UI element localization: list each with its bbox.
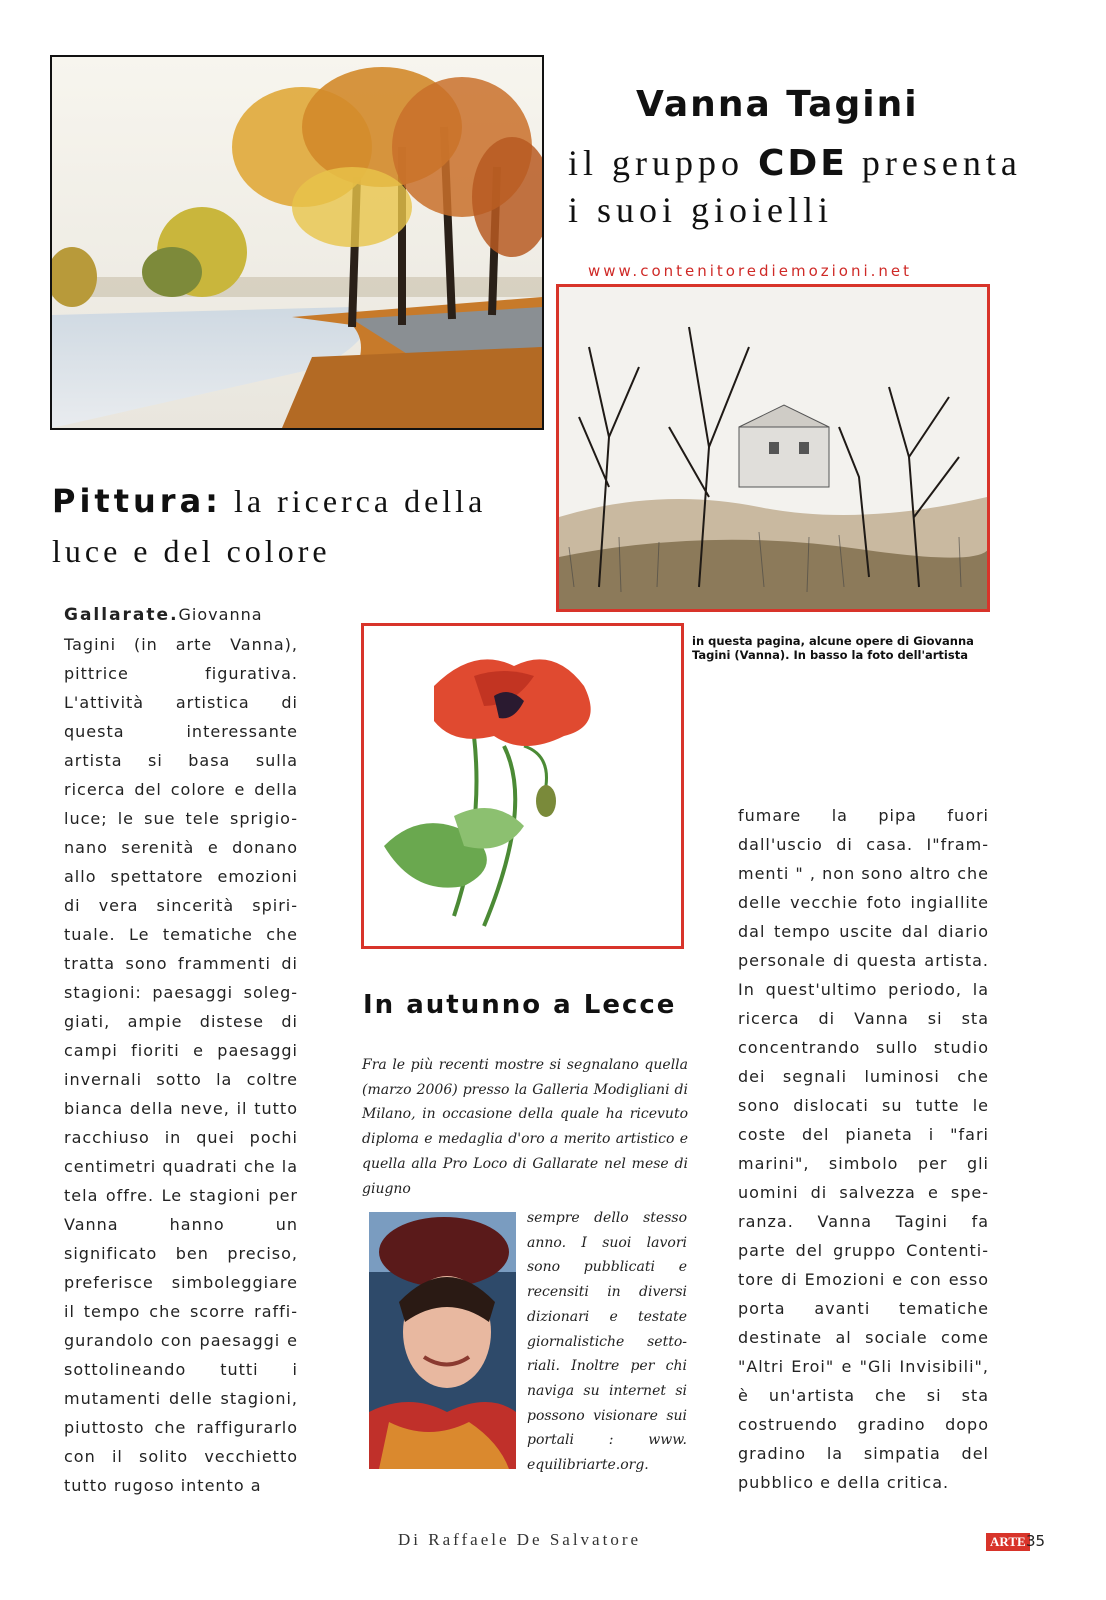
middle-paragraph-side: sempre dello stesso anno. I suoi lavori sono pubblicati e recensiti in diversi dizionari e testate giornalistiche setto-riali. Inoltre per chi naviga su internet si possono visionare sui portali : www. equilibriarte.org.: [527, 1210, 687, 1474]
subtitle-line-2: i suoi gioielli: [568, 190, 834, 230]
winter-painting: [556, 284, 990, 612]
article-column-left: [64, 600, 298, 1500]
dateline: Gallarate.: [64, 605, 179, 625]
section-title: [52, 476, 552, 576]
article-subtitle: [568, 140, 1088, 233]
artist-name: Vanna Tagini: [636, 84, 919, 125]
autumn-painting: [50, 55, 544, 430]
subtitle-line-1: [568, 140, 1088, 187]
section-title-line-2: luce e del colore: [52, 533, 331, 569]
author-byline: Di Raffaele De Salvatore: [398, 1530, 642, 1549]
page-number: 35: [1026, 1532, 1046, 1550]
subsection-title: In autunno a Lecce: [363, 990, 677, 1020]
section-title-line-1: [52, 476, 552, 526]
website-link[interactable]: www.contenitorediemozioni.net: [588, 262, 913, 280]
subtitle-post: presenta: [861, 143, 1022, 183]
artist-photo: [369, 1212, 516, 1469]
autumn-painting-art: [52, 57, 542, 428]
poppy-painting: [361, 623, 684, 949]
subtitle-group-name: CDE: [758, 143, 848, 184]
winter-painting-art: [559, 287, 987, 609]
middle-paragraph-top: Fra le più recenti mostre si segnalano quella (marzo 2006) presso la Galleria Modigliani di Milano, in occasione della quale ha ricevuto diploma e medaglia d'oro a merito artistico e quella alla Pro Loco di Gallarate nel mese di giugno: [362, 1057, 688, 1197]
column-left-text: Giovanna Tagini (in arte Vanna), pittrice figurativa. L'attività artistica di questa interessante artista si basa sulla ricerca del colore e della luce; le sue tele sprigio-nano serenità e donano allo spettatore emozioni di vera sincerità spiri-tuale. Le tematiche che tratta sono frammenti di stagioni: paesaggi soleg-giati, ampie distese di campi fioriti e paesaggi invernali sotto la coltre bianca della neve, il tutto racchiuso in quei pochi centimetri quadrati che la tela offre. Le stagioni per Vanna hanno un significato ben preciso, preferisce simboleggiare il tempo che scorre raffi-gurandolo con paesaggi e sottolineando tutti i mutamenti delle stagioni, piuttosto che raffigurarlo con il solito vecchietto tutto rugoso intento a: [64, 605, 298, 1495]
subtitle-pre: il gruppo: [568, 143, 744, 183]
poppy-painting-art: [364, 626, 681, 946]
article-column-right: fumare la pipa fuori dall'uscio di casa. I"fram-menti " , non sono altro che delle vecchie foto ingiallite dal tempo uscite dal diario personale di questa artista. In quest'ultimo periodo, la ricerca di Vanna si sta concentrando sullo studio dei segnali luminosi che sono dislocati su tutte le coste del pianeta i "fari marini", simbolo per gli uomini di salvezza e spe-ranza. Vanna Tagini fa parte del gruppo Contenti-tore di Emozioni e con esso porta avanti tematiche destinate al sociale come "Altri Eroi" e "Gli Invisibili", è un'artista che si sta costruendo gradino dopo gradino la simpatia del pubblico e della critica.: [738, 806, 989, 1492]
image-caption: in questa pagina, alcune opere di Giovanna Tagini (Vanna). In basso la foto dell'artista: [692, 634, 974, 662]
section-title-bold: Pittura:: [52, 482, 222, 520]
artist-photo-art: [369, 1212, 516, 1469]
magazine-logo: ARTE: [986, 1533, 1030, 1551]
section-title-rest: la ricerca della: [233, 483, 487, 519]
